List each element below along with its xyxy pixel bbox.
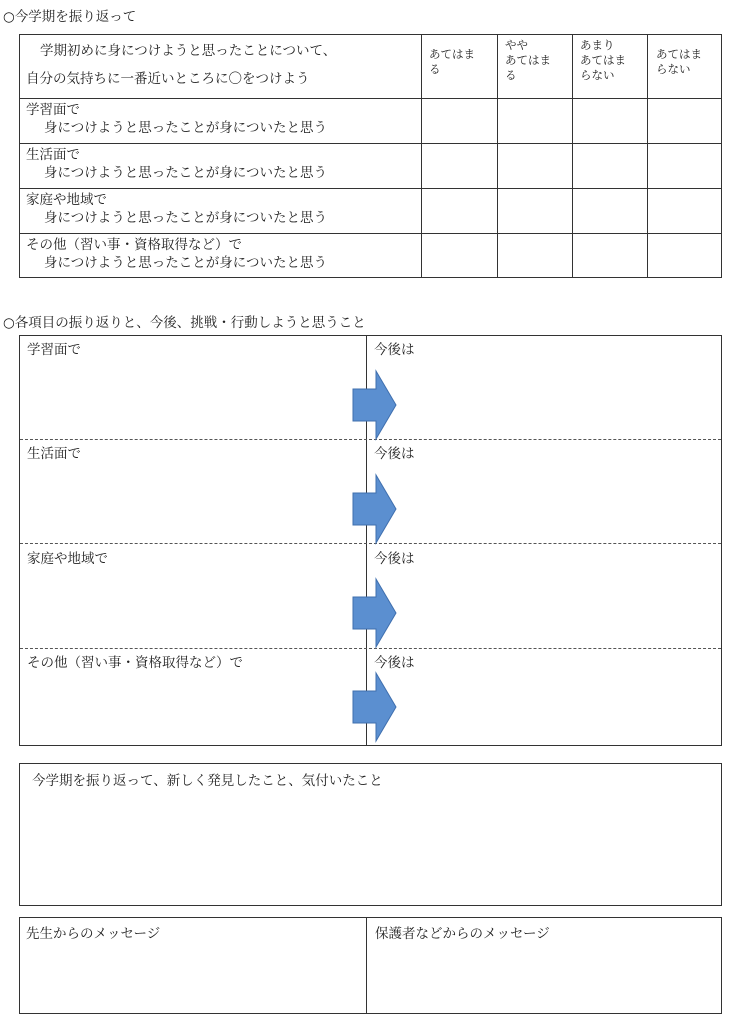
reflection-label-other: その他（習い事・資格取得など）で xyxy=(27,655,243,671)
table-row-home: 家庭や地域で 身につけようと思ったことが身についたと思う xyxy=(26,192,327,226)
answer-cell-study-not-much[interactable] xyxy=(573,99,647,143)
future-label-home: 今後は xyxy=(374,551,415,567)
reflection-input-home[interactable] xyxy=(22,571,362,645)
reflection-label-life: 生活面で xyxy=(27,446,81,462)
answer-cell-life-applies[interactable] xyxy=(422,144,497,188)
answer-cell-life-somewhat[interactable] xyxy=(498,144,572,188)
table-row-other: その他（習い事・資格取得など）で 身につけようと思ったことが身についたと思う xyxy=(26,237,327,271)
teacher-message-input[interactable] xyxy=(22,945,362,1009)
column-header-somewhat-applies: やや あてはま る xyxy=(505,38,551,82)
arrow-right-icon xyxy=(352,474,398,544)
future-label-other: 今後は xyxy=(374,655,415,671)
future-label-life: 今後は xyxy=(374,446,415,462)
header-question-line1: 学期初めに身につけようと思ったことについて、 xyxy=(40,43,337,59)
column-header-not-much: あまり あてはま らない xyxy=(580,38,626,82)
column-header-applies: あてはま る xyxy=(429,47,475,76)
answer-cell-home-not-much[interactable] xyxy=(573,189,647,233)
header-question-line2: 自分の気持ちに一番近いところに〇をつけよう xyxy=(26,71,310,87)
future-input-life[interactable] xyxy=(400,466,718,540)
reflection-input-other[interactable] xyxy=(22,675,362,741)
answer-cell-other-applies[interactable] xyxy=(422,234,497,277)
answer-cell-study-applies[interactable] xyxy=(422,99,497,143)
arrow-right-icon xyxy=(352,578,398,648)
answer-cell-study-not[interactable] xyxy=(648,99,721,143)
answer-cell-home-applies[interactable] xyxy=(422,189,497,233)
answer-cell-home-not[interactable] xyxy=(648,189,721,233)
future-input-home[interactable] xyxy=(400,571,718,645)
guardian-message-label: 保護者などからのメッセージ xyxy=(375,926,550,942)
reflection-label-study: 学習面で xyxy=(27,342,81,358)
column-header-not-applies: あてはま らない xyxy=(656,47,702,76)
arrow-right-icon xyxy=(352,672,398,742)
guardian-message-input[interactable] xyxy=(370,945,718,1009)
answer-cell-other-not[interactable] xyxy=(648,234,721,277)
table-row-life: 生活面で 身につけようと思ったことが身についたと思う xyxy=(26,147,327,181)
teacher-message-label: 先生からのメッセージ xyxy=(26,926,161,942)
section1-title: ○今学期を振り返って xyxy=(3,9,137,25)
answer-cell-life-not-much[interactable] xyxy=(573,144,647,188)
future-input-study[interactable] xyxy=(400,362,718,436)
future-label-study: 今後は xyxy=(374,342,415,358)
table-row-study: 学習面で 身につけようと思ったことが身についたと思う xyxy=(26,102,327,136)
section2-title: ○各項目の振り返りと、今後、挑戦・行動しようと思うこと xyxy=(3,315,366,331)
answer-cell-life-not[interactable] xyxy=(648,144,721,188)
reflection-input-life[interactable] xyxy=(22,466,362,540)
answer-cell-other-not-much[interactable] xyxy=(573,234,647,277)
discovery-label: 今学期を振り返って、新しく発見したこと、気付いたこと xyxy=(32,773,383,789)
future-input-other[interactable] xyxy=(400,675,718,741)
reflection-input-study[interactable] xyxy=(22,362,362,436)
reflection-label-home: 家庭や地域で xyxy=(27,551,108,567)
arrow-right-icon xyxy=(352,370,398,440)
answer-cell-study-somewhat[interactable] xyxy=(498,99,572,143)
answer-cell-home-somewhat[interactable] xyxy=(498,189,572,233)
answer-cell-other-somewhat[interactable] xyxy=(498,234,572,277)
